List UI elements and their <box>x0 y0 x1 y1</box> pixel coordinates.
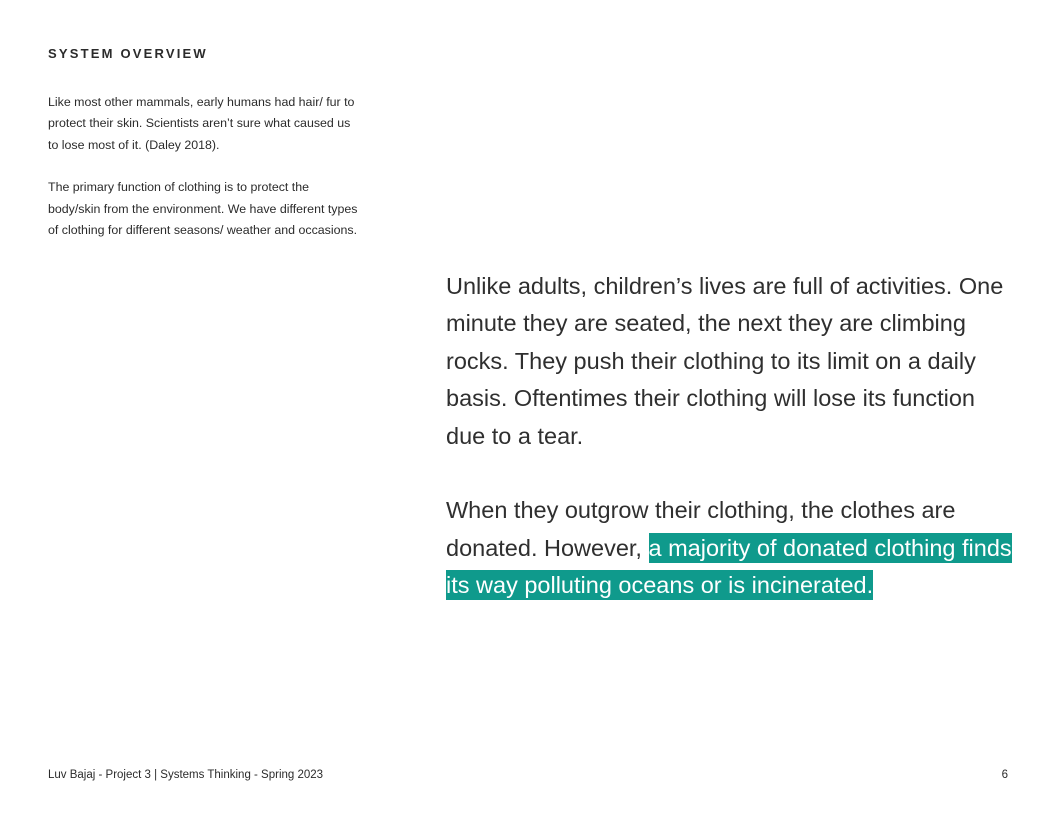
page-number: 6 <box>1001 769 1008 781</box>
right-paragraph-2 <box>446 492 1016 604</box>
highlighted-text: a majority of donated clothing finds its way polluting oceans or is incinerated. <box>446 534 1012 599</box>
footer-credit: Luv Bajaj - Project 3 | Systems Thinking - Spring 2023 <box>48 769 324 781</box>
right-column <box>446 268 1016 605</box>
right-paragraph-1: Unlike adults, children’s lives are full of activities. One minute they are seated, the next they are climbing rocks. They push their clothing to its limit on a daily basis. Oftentimes their clothing will lose its function due to a tear. <box>446 273 1004 449</box>
left-paragraph-1: Like most other mammals, early humans had hair/ fur to protect their skin. Scientists aren’t sure what caused us to lose most of it. (Daley 2018). <box>48 95 355 152</box>
left-paragraph-2: The primary function of clothing is to protect the body/skin from the environment. We have different types of clothing for different seasons/ weather and occasions. <box>48 180 358 238</box>
section-heading: SYSTEM OVERVIEW <box>48 46 208 61</box>
left-column <box>48 92 360 262</box>
paragraph-2-plain-text: When they outgrow their clothing, the clothes are donated. However, <box>446 497 956 561</box>
